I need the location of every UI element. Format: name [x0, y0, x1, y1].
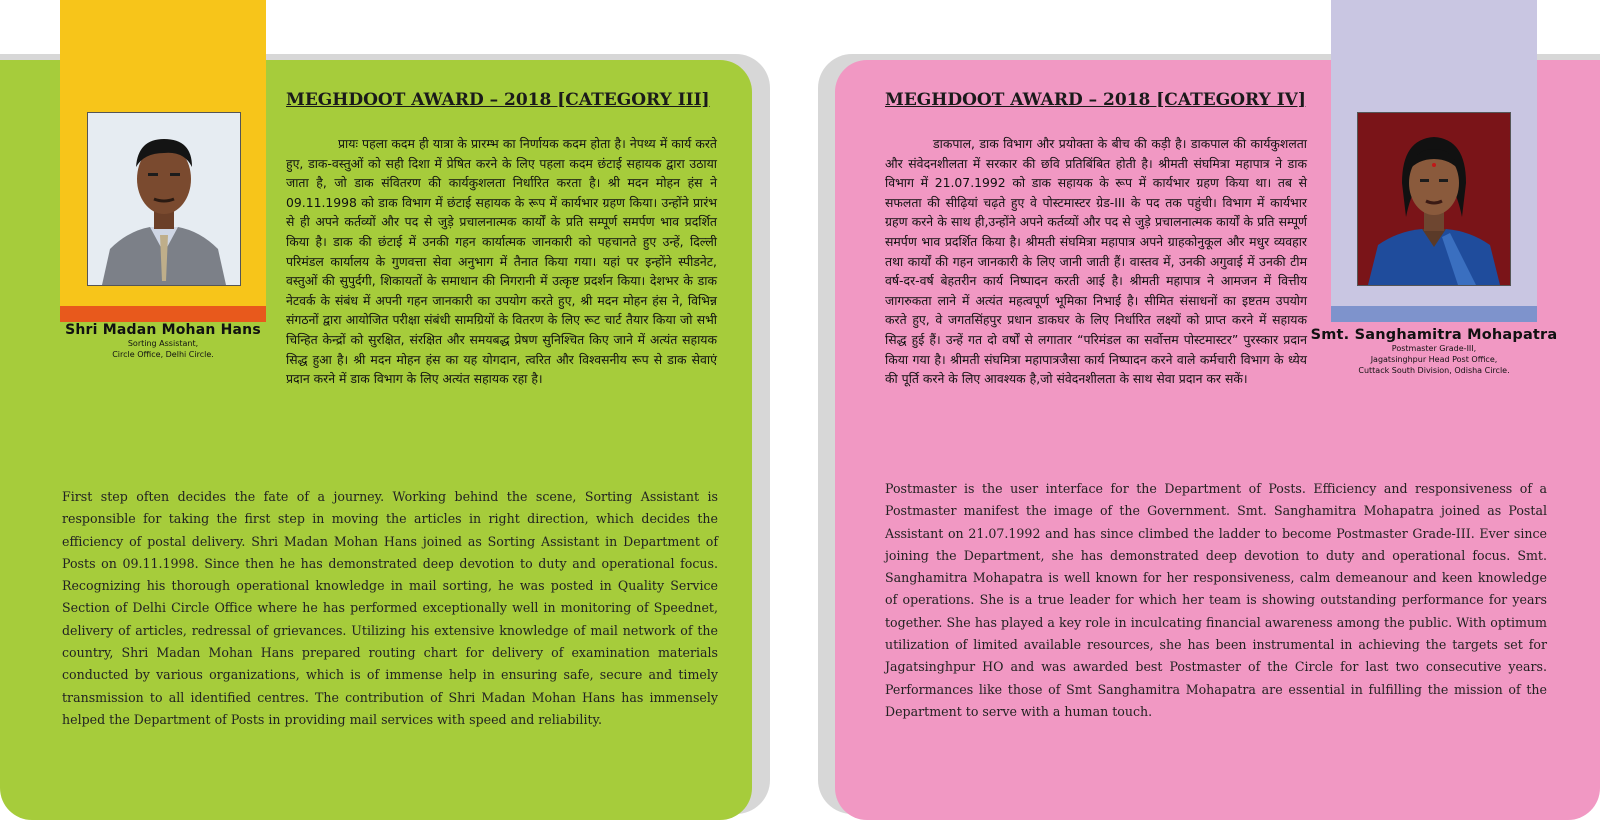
left-awardee-caption: [52, 322, 274, 360]
left-tab-stripe: [60, 306, 266, 322]
left-award-title: MEGHDOOT AWARD – 2018 [CATEGORY III]: [286, 90, 710, 110]
right-tab-stripe: [1331, 306, 1537, 322]
left-awardee-designation: Sorting Assistant,: [127, 339, 199, 348]
left-awardee-photo: [87, 112, 241, 286]
man-portrait-icon: [88, 113, 240, 285]
left-awardee-office: Circle Office, Delhi Circle.: [112, 350, 214, 359]
right-hindi-paragraph: डाकपाल, डाक विभाग और प्रयोक्ता के बीच की कड़ी है। डाकपाल की कार्यकुशलता और संवेदनशीलता में सरकार की छवि प्रतिबिंबित होती है। श्रीमती संघमित्रा महापात्र ने डाक विभाग में 21.07.1992 को डाक सहायक के रूप में कार्यभार ग्रहण किया था। तब से सफलता की सीढ़ियां चढ़ते हुए वे पोस्टमास्टर ग्रेड-III के पद तक पहुंची। विभाग में कार्यभार ग्रहण करने के साथ ही,उन्होंने अपने कर्तव्यों और पद से जुड़े प्रचालनात्मक कार्यों के प्रति सम्पूर्ण समर्पण भाव प्रदर्शित किया है। श्रीमती संघमित्रा महापात्र अपने ग्राहकोनुकूल और मधुर व्यवहार तथा कार्यों की गहन जानकारी के लिए जानी जाती हैं। वास्तव में, उनकी अगुवाई में उनकी टीम वर्ष-दर-वर्ष बेहतरीन कार्य निष्पादन करती आई है। श्रीमती महापात्र ने आमजन में वित्तीय जागरुकता लाने में अत्यंत महत्वपूर्ण भूमिका निभाई है। सीमित संसाधनों का इष्टतम उपयोग करते हुए, वे जगतसिंहपुर प्रधान डाकघर के लिए निर्धारित लक्ष्यों को प्राप्त करने में सहायक सिद्ध हुई हैं। उन्हें गत दो वर्षों से लगातार “परिमंडल का सर्वोत्तम पोस्टमास्टर” पुरस्कार प्रदान किया गया है। श्रीमती संघमित्रा महापात्रजैसा कार्य निष्पादन करने वाले कर्मचारी विभाग के ध्येय की पूर्ति करने के लिए आवश्यक है,जो संवेदनशीलता के साथ सेवा प्रदान कर सकें।: [885, 136, 1307, 387]
right-awardee-division: Cuttack South Division, Odisha Circle.: [1358, 366, 1510, 375]
right-awardee-caption: [1304, 327, 1564, 376]
right-award-title: MEGHDOOT AWARD – 2018 [CATEGORY IV]: [885, 90, 1306, 110]
right-awardee-office: Jagatsinghpur Head Post Office,: [1370, 355, 1498, 364]
left-hindi-paragraph: प्रायः पहला कदम ही यात्रा के प्रारम्भ का निर्णायक कदम होता है। नेपथ्य में कार्य करते हुए, डाक-वस्तुओं को सही दिशा में प्रेषित करने के लिए पहला कदम छंटाई सहायक द्वारा उठाया जाता है, जो डाक संवितरण की कार्यकुशलता निर्धारित करता है। श्री मदन मोहन हंस ने 09.11.1998 को डाक विभाग में छंटाई सहायक के रूप में कार्यभार ग्रहण किया। उन्होंने प्रारंभ से ही अपने कर्तव्यों और पद से जुड़े प्रचालनात्मक कार्यों के प्रति सम्पूर्ण समर्पण भाव प्रदर्शित किया है। डाक की छंटाई में उनकी गहन कार्यात्मक जानकारी को पहचानते हुए उन्हें, दिल्ली परिमंडल कार्यालय के गुणवत्ता सेवा अनुभाग में तैनात किया गया। यहां पर इन्होंने स्पीडनेट, वस्तुओं की सुपुर्दगी, शिकायतों के समाधान की निगरानी में उत्कृष्ट प्रदर्शन किया। देशभर के डाक नेटवर्क के संबंध में अपनी गहन जानकारी का उपयोग करते हुए, श्री मदन मोहन हंस ने, विभिन्न संगठनों द्वारा आयोजित परीक्षा संबंधी सामग्रियों के वितरण के लिए रूट चार्ट तैयार किया जो सभी चिन्हित केन्द्रों को सुरक्षित, संरक्षित और समयबद्ध प्रेषण सुनिश्चित किए जाने में अत्यंत सहायक सिद्ध हुआ है। श्री मदन मोहन हंस का यह योगदान, त्वरित और विश्वसनीय रूप से डाक सेवाएं प्रदान करने में डाक विभाग के लिए अत्यंत सहायक रहा है।: [286, 136, 717, 387]
right-awardee-name: Smt. Sanghamitra Mohapatra: [1310, 327, 1558, 343]
left-english-text: First step often decides the fate of a journey. Working behind the scene, Sorting Assistant is responsible for taking the first step in moving the articles in right direction, which decides the efficiency of postal delivery. Shri Madan Mohan Hans joined as Sorting Assistant in Department of Posts on 09.11.1998. Since then he has demonstrated deep devotion to duty and operational focus. Recognizing his thorough operational knowledge in mail sorting, he was posted in Quality Service Section of Delhi Circle Office where he has performed exceptionally well in monitoring of Speednet, delivery of articles, redressal of grievances. Utilizing his extensive knowledge of mail network of the country, Shri Madan Mohan Hans prepared routing chart for delivery of examination materials conducted by various organizations, which is of immense help in ensuring safe, secure and timely transmission to all identified centres. The contribution of Shri Madan Mohan Hans has immensely helped the Department of Posts in providing mail services with speed and reliability.: [62, 489, 718, 727]
right-awardee-photo: [1357, 112, 1511, 286]
left-awardee-name: Shri Madan Mohan Hans: [65, 322, 261, 338]
right-english-text: Postmaster is the user interface for the Department of Posts. Efficiency and responsiveness of a Postmaster manifest the image of the Government. Smt. Sanghamitra Mohapatra joined as Postal Assistant on 21.07.1992 and has since climbed the ladder to become Postmaster Grade-III. Ever since joining the Department, she has demonstrated deep devotion to duty and operational focus. Smt. Sanghamitra Mohapatra is well known for her responsiveness, calm demeanour and keen knowledge of operations. She is a true leader for which her team is showing outstanding performance for years together. She has played a key role in inculcating financial awareness among the public. With optimum utilization of limited available resources, she has been instrumental in achieving the targets set for Jagatsinghpur HO and was awarded best Postmaster of the Circle for last two consecutive years. Performances like those of Smt Sanghamitra Mohapatra are essential in fulfilling the mission of the Department to serve with a human touch.: [885, 481, 1547, 719]
right-awardee-designation: Postmaster Grade-III,: [1391, 344, 1477, 353]
woman-portrait-icon: [1358, 113, 1510, 285]
